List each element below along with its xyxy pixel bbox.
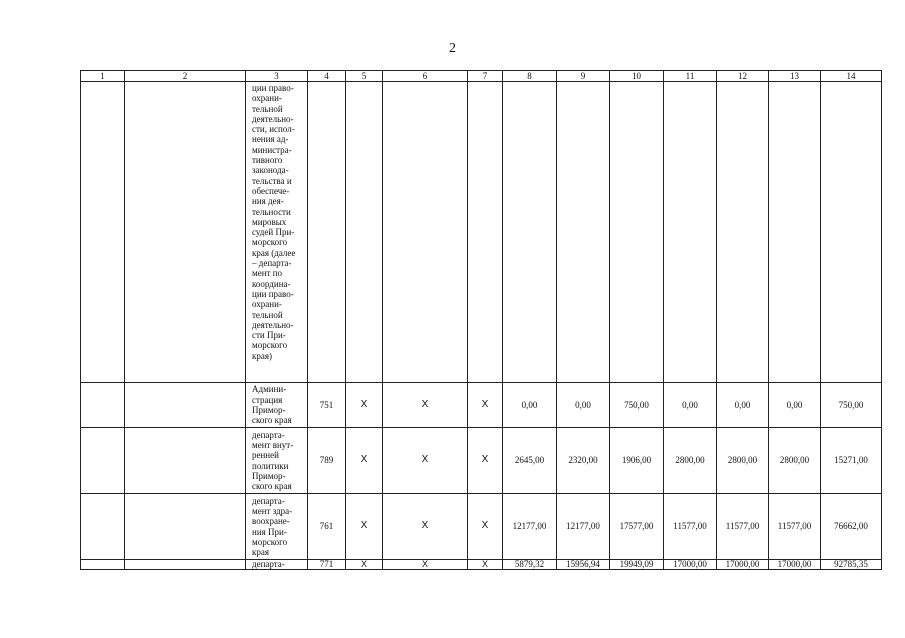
executor-name: департа- мент здра- воохране- ния При- морского края (252, 495, 293, 558)
total-cell (821, 82, 882, 383)
x-cell (383, 82, 468, 383)
value-cell: 11577,00 (664, 494, 717, 560)
value-cell (610, 82, 664, 383)
value-cell: 17577,00 (610, 494, 664, 560)
value-cell: 11577,00 (769, 494, 821, 560)
x-cell: X (346, 494, 383, 560)
x-cell: X (346, 428, 383, 494)
value-cell: 2800,00 (769, 428, 821, 494)
x-cell: X (383, 560, 468, 570)
x-cell: X (383, 383, 468, 428)
table-row (81, 383, 882, 428)
table-row (81, 560, 882, 570)
value-cell (717, 82, 769, 383)
x-cell: X (383, 494, 468, 560)
column-header: 1 (81, 71, 125, 82)
column-header: 6 (383, 71, 468, 82)
x-cell: X (468, 560, 503, 570)
table-row (81, 428, 882, 494)
column-header: 2 (125, 71, 246, 82)
executor-cell (246, 383, 308, 428)
x-cell: X (346, 383, 383, 428)
column-header: 14 (821, 71, 882, 82)
empty-cell (81, 82, 125, 383)
empty-cell (81, 383, 125, 428)
value-cell: 2645,00 (503, 428, 557, 494)
value-cell: 2800,00 (664, 428, 717, 494)
x-cell: X (383, 428, 468, 494)
code-cell: 761 (308, 494, 346, 560)
empty-cell (125, 494, 246, 560)
code-cell: 771 (308, 560, 346, 570)
column-header: 8 (503, 71, 557, 82)
value-cell (769, 82, 821, 383)
code-cell: 789 (308, 428, 346, 494)
executor-name: департа- мент внут- ренней политики Примор- ского края (252, 429, 294, 492)
empty-cell (81, 428, 125, 494)
value-cell: 5879,32 (503, 560, 557, 570)
value-cell (664, 82, 717, 383)
value-cell: 15956,94 (557, 560, 610, 570)
value-cell: 17000,00 (717, 560, 769, 570)
value-cell: 2320,00 (557, 428, 610, 494)
table-row (81, 82, 882, 383)
column-header: 9 (557, 71, 610, 82)
value-cell (503, 82, 557, 383)
column-header: 12 (717, 71, 769, 82)
value-cell: 12177,00 (557, 494, 610, 560)
executor-name: департа- (252, 559, 285, 569)
executor-cell (246, 82, 308, 383)
value-cell: 0,00 (664, 383, 717, 428)
x-cell: X (468, 428, 503, 494)
executor-cell (246, 494, 308, 560)
column-header: 7 (468, 71, 503, 82)
empty-cell (81, 560, 125, 570)
value-cell: 1906,00 (610, 428, 664, 494)
executor-name: Админи- страция Примор- ского края (252, 384, 292, 426)
budget-table (80, 70, 882, 570)
value-cell: 19949,09 (610, 560, 664, 570)
x-cell: X (468, 383, 503, 428)
value-cell: 12177,00 (503, 494, 557, 560)
column-header: 11 (664, 71, 717, 82)
value-cell: 17000,00 (769, 560, 821, 570)
empty-cell (81, 494, 125, 560)
column-header: 5 (346, 71, 383, 82)
column-header: 4 (308, 71, 346, 82)
value-cell: 2800,00 (717, 428, 769, 494)
total-cell: 92785,35 (821, 560, 882, 570)
column-number-row (81, 71, 882, 82)
table-row (81, 494, 882, 560)
x-cell (346, 82, 383, 383)
value-cell: 750,00 (610, 383, 664, 428)
code-cell: 751 (308, 383, 346, 428)
total-cell: 750,00 (821, 383, 882, 428)
value-cell: 0,00 (503, 383, 557, 428)
total-cell: 15271,00 (821, 428, 882, 494)
value-cell: 0,00 (769, 383, 821, 428)
column-header: 13 (769, 71, 821, 82)
code-cell (308, 82, 346, 383)
executor-cell (246, 560, 308, 570)
empty-cell (125, 82, 246, 383)
x-cell (468, 82, 503, 383)
value-cell: 0,00 (557, 383, 610, 428)
x-cell: X (346, 560, 383, 570)
value-cell: 11577,00 (717, 494, 769, 560)
empty-cell (125, 428, 246, 494)
executor-name: ции право- охрани- тельной деятельно- сти, испол- нения ад- министра- тивного законода- тельства и обеспече- ния дея- тельности мировых судей При- морского края (далее – департа- мент по координа- ции право- охрани- тельной деятельно- сти При- морского края) (252, 83, 296, 361)
empty-cell (125, 560, 246, 570)
column-header: 3 (246, 71, 308, 82)
value-cell: 0,00 (717, 383, 769, 428)
column-header: 10 (610, 71, 664, 82)
value-cell (557, 82, 610, 383)
value-cell: 17000,00 (664, 560, 717, 570)
page-number: 2 (449, 41, 456, 56)
x-cell: X (468, 494, 503, 560)
total-cell: 76662,00 (821, 494, 882, 560)
executor-cell (246, 428, 308, 494)
empty-cell (125, 383, 246, 428)
